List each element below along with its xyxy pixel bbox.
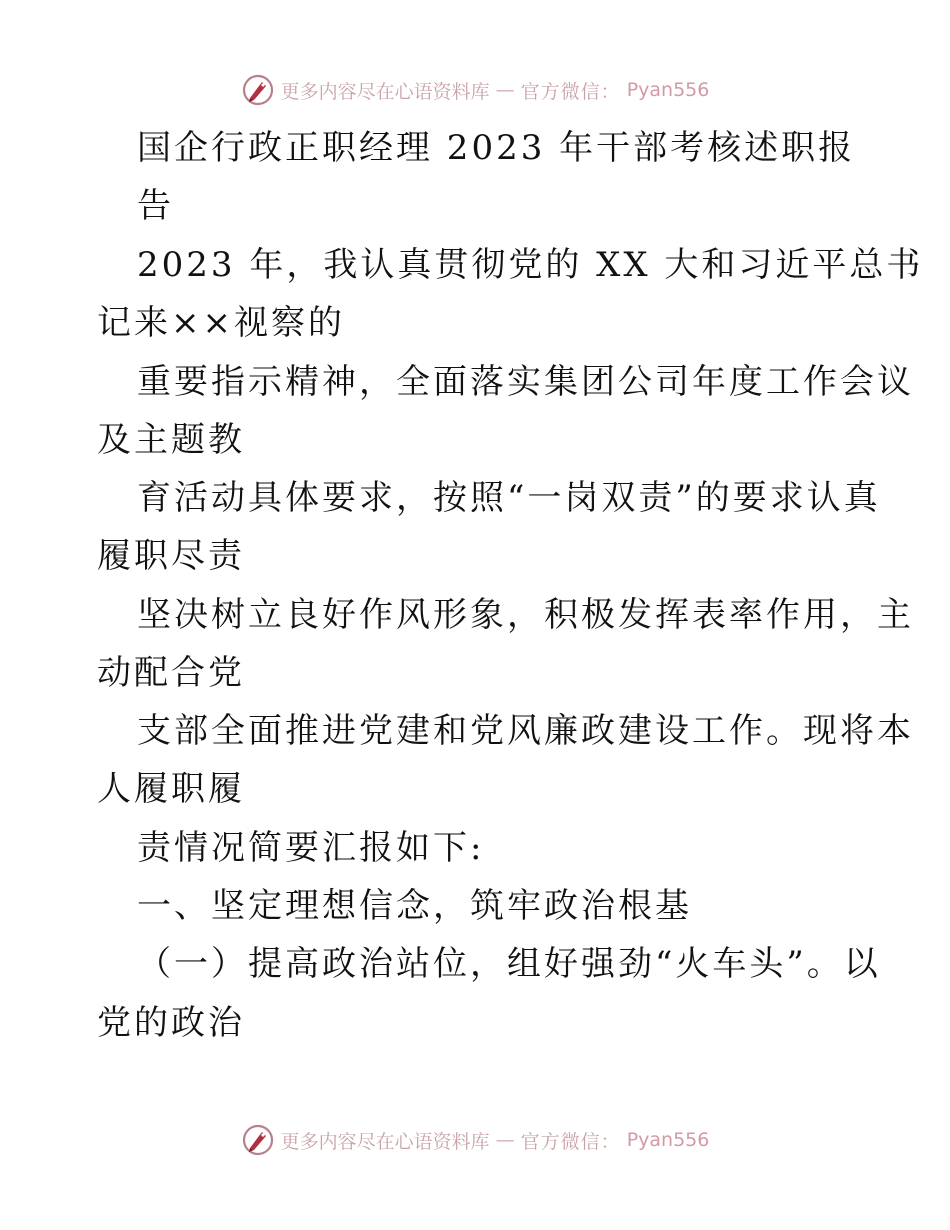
watermark-wechat-label: 官方微信：	[520, 80, 621, 103]
paragraph-line: 人履职履	[97, 769, 245, 809]
header-watermark	[0, 70, 950, 110]
footer-watermark	[0, 1120, 950, 1160]
subsection-heading-line: （一）提高政治站位，组好强劲“火车头”。以	[137, 944, 881, 984]
paragraph-line: 重要指示精神，全面落实集团公司年度工作会议	[137, 362, 914, 402]
watermark-separator: —	[495, 1129, 515, 1151]
paragraph-line: 党的政治	[97, 1003, 245, 1043]
document-title-line-2: 告	[137, 186, 174, 226]
paragraph-line: 及主题教	[97, 420, 245, 460]
pen-nib-logo-icon	[241, 73, 275, 107]
pen-nib-logo-icon	[241, 1123, 275, 1157]
watermark-wechat-id: Pyan556	[626, 79, 710, 101]
paragraph-line: 动配合党	[97, 653, 245, 693]
watermark-wechat-id: Pyan556	[626, 1129, 710, 1151]
section-heading: 一、坚定理想信念，筑牢政治根基	[137, 886, 692, 926]
paragraph-line: 育活动具体要求，按照“一岗双责”的要求认真	[137, 478, 881, 518]
paragraph-line: 履职尽责	[97, 536, 245, 576]
paragraph-line: 责情况简要汇报如下:	[137, 828, 485, 868]
paragraph-line: 支部全面推进党建和党风廉政建设工作。现将本	[137, 711, 914, 751]
paragraph-line: 2023 年，我认真贯彻党的 XX 大和习近平总书	[137, 245, 924, 285]
document-title-line-1: 国企行政正职经理 2023 年干部考核述职报	[137, 128, 856, 168]
watermark-wechat-label: 官方微信：	[520, 1130, 621, 1153]
watermark-main-text: 更多内容尽在心语资料库	[280, 1130, 490, 1153]
paragraph-line: 坚决树立良好作风形象，积极发挥表率作用，主	[137, 595, 914, 635]
paragraph-line: 记来××视察的	[97, 303, 345, 343]
watermark-separator: —	[495, 79, 515, 101]
watermark-main-text: 更多内容尽在心语资料库	[280, 80, 490, 103]
